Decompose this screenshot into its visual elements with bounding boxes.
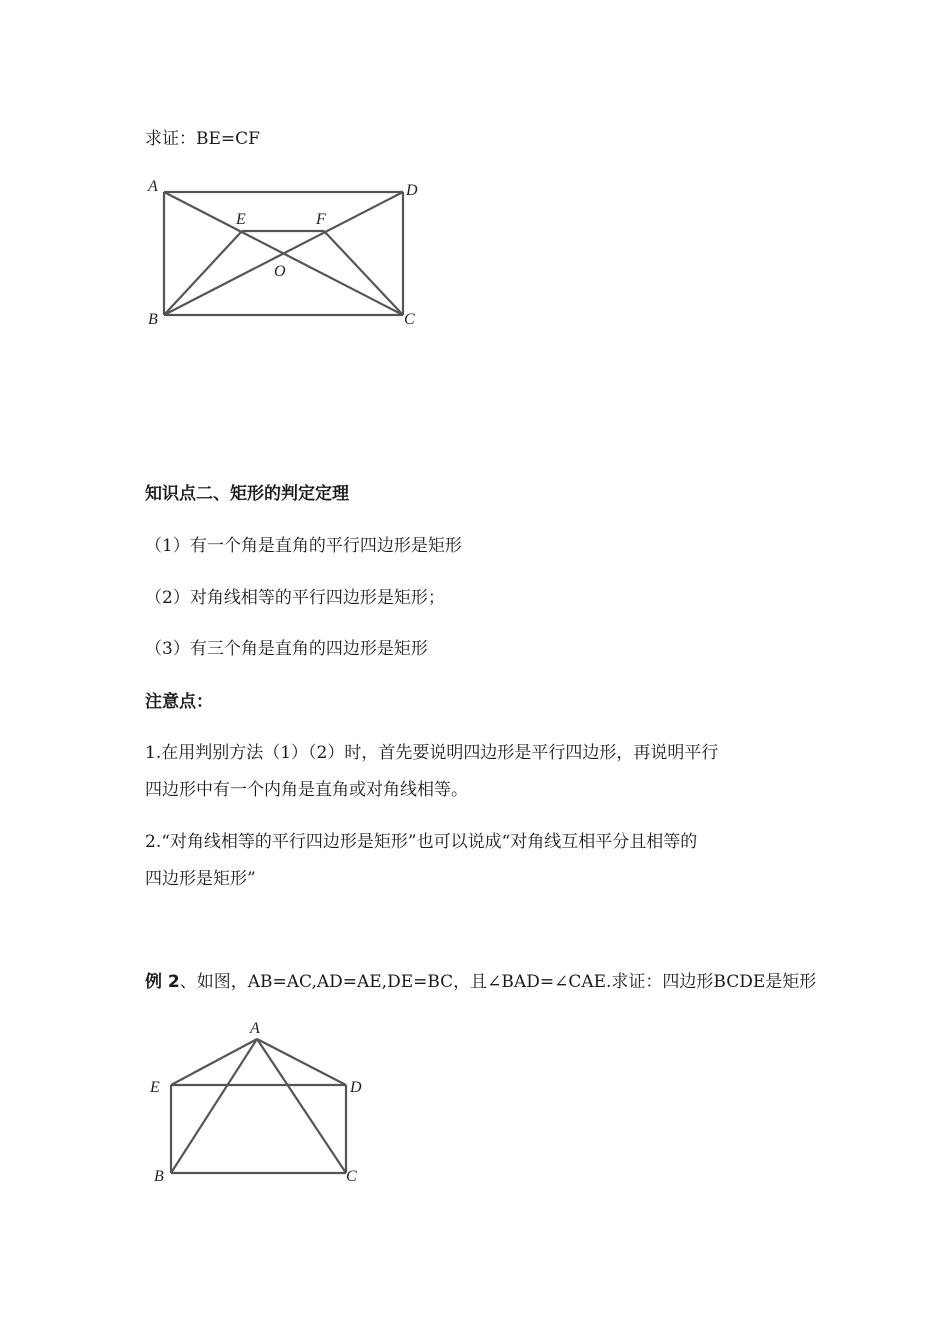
example-label: 例 2 <box>145 972 180 992</box>
note-1-line-2: 四边形中有一个内角是直角或对角线相等。 <box>145 780 468 800</box>
label-e: E <box>236 211 246 228</box>
segment-ad <box>257 1039 346 1085</box>
label-o: O <box>274 263 286 280</box>
label-d: D <box>350 1079 362 1096</box>
note-2-line-1: 2.“对角线相等的平行四边形是矩形”也可以说成“对角线互相平分且相等的 <box>145 832 698 852</box>
example-2 <box>145 970 816 994</box>
label-a: A <box>250 1020 260 1037</box>
figure-rectangle-abcd <box>140 170 430 340</box>
label-f: F <box>316 211 326 228</box>
label-a: A <box>148 178 158 195</box>
segment-ac <box>257 1039 346 1173</box>
section-heading: 知识点二、矩形的判定定理 <box>145 484 349 504</box>
theorem-item-2: （2）对角线相等的平行四边形是矩形； <box>145 588 445 608</box>
theorem-item-3: （3）有三个角是直角的四边形是矩形 <box>145 639 428 659</box>
label-c: C <box>346 1168 357 1185</box>
label-c: C <box>404 311 415 328</box>
note-1-line-1: 1.在用判别方法（1）（2）时，首先要说明四边形是平行四边形，再说明平行 <box>145 743 719 763</box>
theorem-item-1: （1）有一个角是直角的平行四边形是矩形 <box>145 536 462 556</box>
segment-ab <box>171 1039 257 1173</box>
notes-heading: 注意点： <box>145 692 213 712</box>
label-b: B <box>148 311 158 328</box>
label-e: E <box>150 1079 160 1096</box>
label-b: B <box>154 1168 164 1185</box>
segment-be <box>164 231 242 315</box>
figure-pentagon-abcde <box>140 1015 380 1190</box>
proof-statement: 求证：BE=CF <box>145 129 260 149</box>
example-text: 、如图，AB=AC,AD=AE,DE=BC，且∠BAD=∠CAE.求证：四边形BCDE是矩形 <box>179 972 817 992</box>
note-2-line-2: 四边形是矩形” <box>145 869 256 889</box>
segment-cf <box>324 231 403 315</box>
label-d: D <box>406 182 418 199</box>
segment-ae <box>171 1039 257 1085</box>
